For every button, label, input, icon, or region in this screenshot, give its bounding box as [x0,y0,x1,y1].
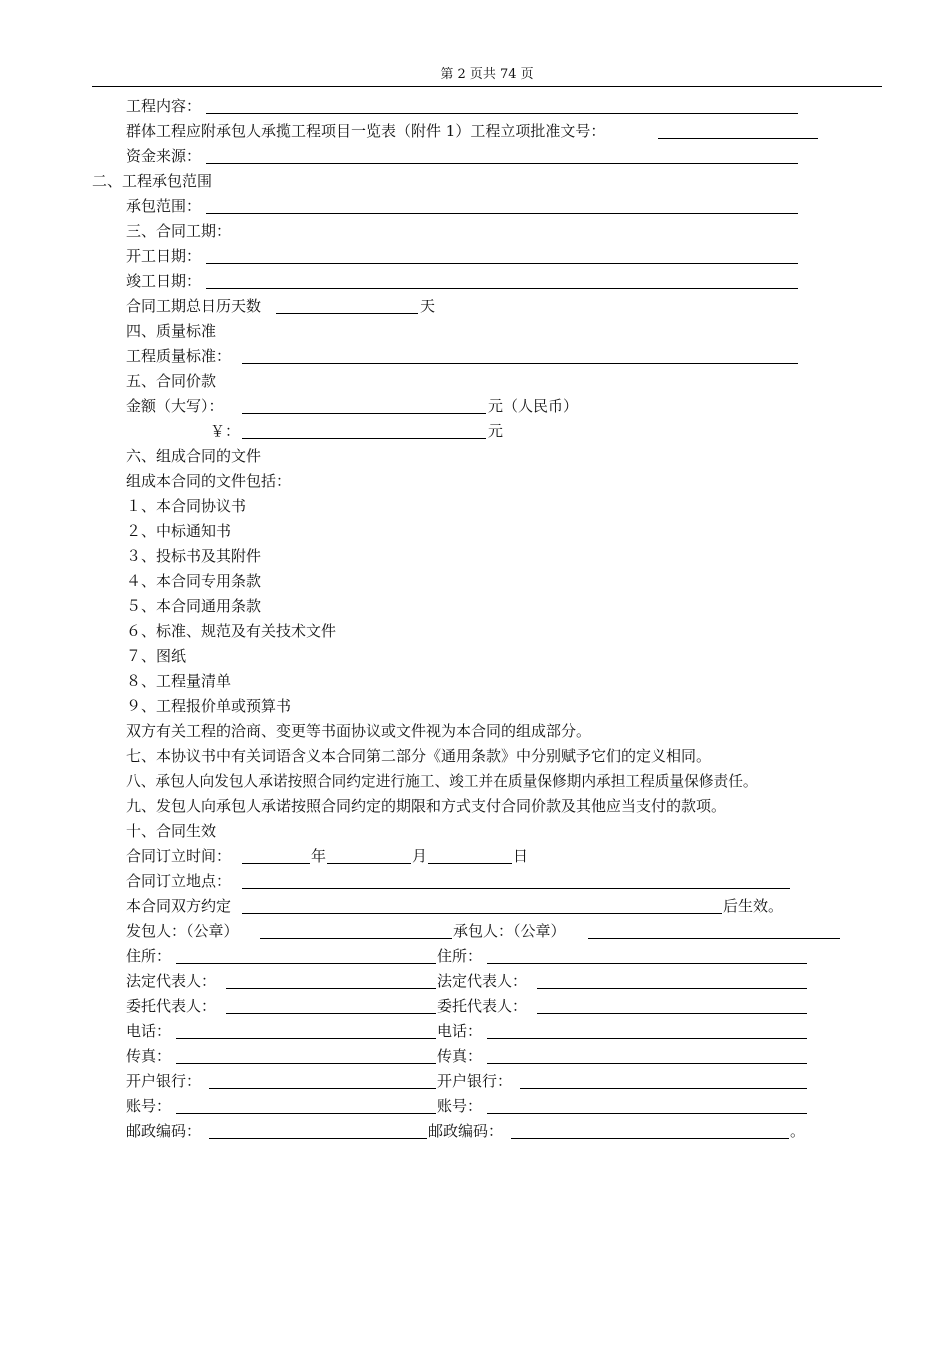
blank-amount-words[interactable] [242,413,486,414]
label-project-content: 工程内容： [126,97,202,115]
label-employer-phone: 电话： [126,1022,172,1040]
header-rule [92,86,882,87]
section-6-title: 六、组成合同的文件 [126,447,262,465]
label-contractor-address: 住所： [437,947,483,965]
label-day: 日 [513,847,529,865]
blank-employer-postcode[interactable] [209,1138,427,1139]
blank-day[interactable] [428,863,512,864]
doc-item-5: ５、本合同通用条款 [126,597,262,615]
label-amount-words: 金额（大写）： [126,397,224,415]
blank-contractor-agent[interactable] [537,1013,807,1014]
section-5-title: 五、合同价款 [126,372,217,390]
blank-finish-date[interactable] [206,288,798,289]
doc-item-3: ３、投标书及其附件 [126,547,262,565]
label-start-date: 开工日期： [126,247,202,265]
label-sign-place: 合同订立地点： [126,872,232,890]
label-finish-date: 竣工日期： [126,272,202,290]
blank-contractor-seal[interactable] [588,938,840,939]
blank-contractor-fax[interactable] [487,1063,807,1064]
doc-item-2: ２、中标通知书 [126,522,232,540]
label-contractor-postcode: 邮政编码： [428,1122,504,1140]
docs-intro: 组成本合同的文件包括： [126,472,292,490]
blank-total-days[interactable] [276,313,418,314]
label-contractor-seal: 承包人：（公章） [453,922,566,940]
label-contractor-phone: 电话： [437,1022,483,1040]
blank-quality-standard[interactable] [242,363,798,364]
label-employer-postcode: 邮政编码： [126,1122,202,1140]
blank-fund-source[interactable] [206,163,798,164]
label-scope: 承包范围： [126,197,202,215]
section-2-title: 二、工程承包范围 [92,172,213,190]
docs-note: 双方有关工程的洽商、变更等书面协议或文件视为本合同的组成部分。 [126,722,592,740]
blank-contractor-postcode[interactable] [511,1138,789,1139]
blank-employer-legal-rep[interactable] [226,988,436,989]
blank-month[interactable] [327,863,411,864]
blank-employer-account[interactable] [176,1113,436,1114]
blank-employer-address[interactable] [176,963,436,964]
doc-item-6: ６、标准、规范及有关技术文件 [126,622,337,640]
section-8-text: 八、承包人向发包人承诺按照合同约定进行施工、竣工并在质量保修期内承担工程质量保修责任。 [126,773,758,790]
section-3-title: 三、合同工期： [126,222,232,240]
blank-start-date[interactable] [206,263,798,264]
unit-amount-words: 元（人民币） [488,397,579,415]
blank-employer-fax[interactable] [176,1063,436,1064]
blank-employer-seal[interactable] [260,938,452,939]
blank-scope[interactable] [206,213,798,214]
label-contractor-legal-rep: 法定代表人： [437,972,528,990]
blank-year[interactable] [242,863,310,864]
label-sign-time: 合同订立时间： [126,847,232,865]
label-amount-figures: ￥： [210,422,241,440]
section-4-title: 四、质量标准 [126,322,217,340]
doc-item-4: ４、本合同专用条款 [126,572,262,590]
unit-days: 天 [420,297,436,315]
blank-employer-phone[interactable] [176,1038,436,1039]
label-group-project: 群体工程应附承包人承揽工程项目一览表（附件 1）工程立项批准文号： [126,122,606,140]
label-contractor-account: 账号： [437,1097,483,1115]
blank-employer-bank[interactable] [209,1088,436,1089]
label-employer-bank: 开户银行： [126,1072,202,1090]
blank-contractor-address[interactable] [487,963,807,964]
blank-effective-condition[interactable] [242,913,722,914]
label-employer-legal-rep: 法定代表人： [126,972,217,990]
doc-item-7: ７、图纸 [126,647,187,665]
label-quality-standard: 工程质量标准： [126,347,232,365]
label-employer-fax: 传真： [126,1047,172,1065]
blank-project-content[interactable] [206,113,798,114]
blank-contractor-phone[interactable] [487,1038,807,1039]
blank-approval-number[interactable] [658,138,818,139]
section-9-text: 九、发包人向承包人承诺按照合同约定的期限和方式支付合同价款及其他应当支付的款项。 [126,797,727,815]
blank-contractor-account[interactable] [487,1113,807,1114]
doc-item-8: ８、工程量清单 [126,672,232,690]
label-contractor-bank: 开户银行： [437,1072,513,1090]
label-employer-address: 住所： [126,947,172,965]
blank-contractor-bank[interactable] [520,1088,807,1089]
label-employer-account: 账号： [126,1097,172,1115]
end-mark: 。 [790,1122,806,1140]
label-month: 月 [412,847,428,865]
unit-amount-figures: 元 [488,422,504,440]
label-employer-agent: 委托代表人： [126,997,217,1015]
label-contractor-fax: 传真： [437,1047,483,1065]
label-year: 年 [311,847,327,865]
label-effective-pre: 本合同双方约定 [126,897,232,915]
label-fund-source: 资金来源： [126,147,202,165]
label-effective-post: 后生效。 [723,897,784,915]
section-10-title: 十、合同生效 [126,822,217,840]
page-header: 第 2 页共 74 页 [440,67,534,82]
blank-employer-agent[interactable] [226,1013,436,1014]
blank-contractor-legal-rep[interactable] [537,988,807,989]
blank-sign-place[interactable] [242,888,790,889]
blank-amount-figures[interactable] [242,438,486,439]
label-contractor-agent: 委托代表人： [437,997,528,1015]
section-7-text: 七、本协议书中有关词语含义本合同第二部分《通用条款》中分别赋予它们的定义相同。 [126,747,712,765]
label-employer-seal: 发包人：（公章） [126,922,239,940]
label-total-days: 合同工期总日历天数 [126,297,262,315]
doc-item-9: ９、工程报价单或预算书 [126,697,292,715]
doc-item-1: １、本合同协议书 [126,497,247,515]
